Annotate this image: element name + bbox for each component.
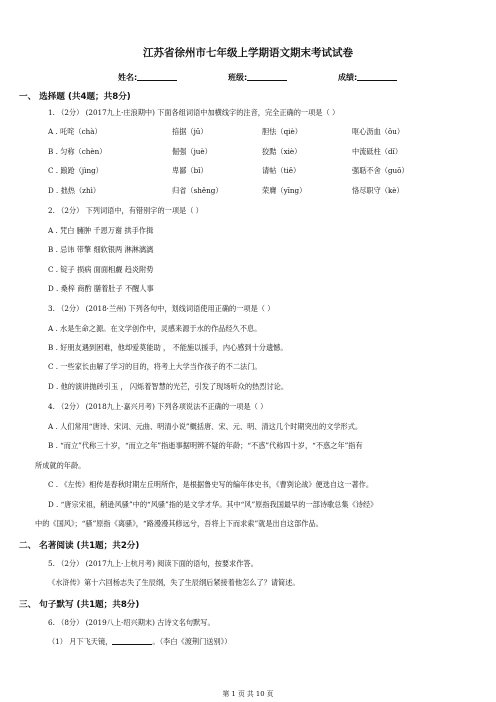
question-3-stem: 3. （2分） (2018·兰州) 下列各句中，划线词语使用正确的一项是（ ） [48,304,275,313]
question-4-option-b-cont: 所成就的年龄。 [35,461,86,470]
question-2-option-a[interactable]: A . 咒白 臃肿 千恩万谢 拱手作揖 [48,226,154,235]
section-dictation: 三、 句子默写 (共1题；共8分) [19,600,140,610]
question-6-item-1: （1） 月下飞天镜， 。（李白《渡荆门送别》） [48,637,232,646]
question-3-option-c[interactable]: C . 一些家长由解了学习的目的，将考上大学当作孩子的不二法门。 [48,362,262,371]
question-3-option-b[interactable]: B . 好朋友遇到困难，他却爱莫能助 ， 不能施以援手，内心感到十分遗憾。 [48,343,288,352]
name-blank[interactable] [137,72,177,81]
class-field: 班级: [228,72,287,83]
question-2-option-d[interactable]: D . 桑梓 商酌 膳着肚子 不醒人事 [48,284,154,293]
answer-blank[interactable] [112,637,152,645]
question-5-text: 《水浒传》第十六回杨志失了生辰纲，失了生辰纲后紧接着他怎么了？请简述。 [48,578,300,587]
page-footer: 第 1 页 共 10 页 [222,690,274,698]
question-2-stem: 2. （2分） 下列词语中，有错别字的一项是（ ） [48,206,203,215]
question-4-option-d[interactable]: D . “唐宗宋祖，稍逊风骚”中的“风骚”指的是文学才华。其中“风”原指我国最早的一部诗歌总集《诗经》 [48,500,378,509]
class-blank[interactable] [247,72,287,81]
question-2-option-b[interactable]: B . 忌讳 带擎 细软银两 淋淋漓漓 [48,245,154,254]
score-field: 成绩: [338,72,397,83]
page-title: 江苏省徐州市七年级上学期语文期末考试试卷 [143,47,353,59]
question-6-stem: 6. （8分） (2019八上·绍兴期末) 古诗文名句默写。 [48,618,215,627]
question-4-option-b[interactable]: B . “而立”代称三十岁，“而立之年”指逝事据明辨不疑的年龄；“不惑”代称四十岁，“不惑之年”指有 [48,441,363,450]
question-4-option-c[interactable]: C . 《左传》相传是春秋时期左丘明所作，是根据鲁史写的编年体史书，《曹刿论战》便选自这一著作。 [48,480,374,489]
section-choice: 一、 选择题 (共4题；共8分) [19,92,131,102]
name-field: 姓名: [118,72,177,83]
section-classics: 二、 名著阅读 (共1题；共2分) [19,541,140,551]
score-blank[interactable] [357,72,397,81]
question-1-stem: 1. （2分） (2017九上·庄浪期中) 下面各组词语中加横线字的注音，完全正确的一项是（ ） [48,108,340,117]
question-3-option-d[interactable]: D . 他的演讲抛砖引玉 ， 闪烁着智慧的光芒，引发了现场听众的热烈讨论。 [48,382,289,391]
question-2-option-c[interactable]: C . 锭子 损病 面面相觑 趋炎附势 [48,265,154,274]
exam-page: 江苏省徐州市七年级上学期语文期末考试试卷 姓名: 班级: 成绩: 一、 选择题 (共4题；共8分) 1. （2分） (2017九上·庄浪期中) 下面各组词语中加横线字的注音，完全正确的一项是（ ） A . 吒咤（chà） 掊据（jū） 胆怯（qiè） 呕心沥血（ǒu） B . 匀称（chèn） 倔强（juè） 狡黠（xiè） 中流砥柱（dǐ） C . 踉跄（jìng） 卑鄙（bǐ） 请帖（tiě） 强聒不舍（guō） D . 拙热（zhì） 归省（shěng） 荣膺（yīng） 恪尽职守（kè） 2. （2分） 下列词语中，有错别字的一项是（ ） A . 咒白 臃肿 千恩万谢 拱手作揖 B . 忌讳 带擎 细软银两 淋淋漓漓 C . 锭子 损病 面面相觑 趋炎附势 D . 桑梓 商酌 膳着肚子 不醒人事 3. （2分） (2018·兰州) 下列各句中，划线词语使用正确的一项是（ ） A . 水是生命之源。在文学创作中，灵感来源于水的作品经久不息。 B . 好朋友遇到困难，他却爱莫能助 ， 不能施以援手，内心感到十分遗憾。 C . 一些家长由解了学习的目的，将考上大学当作孩子的不二法门。 D . 他的演讲抛砖引玉 ， 闪烁着智慧的光芒，引发了现场听众的热烈讨论。 4. （2分） (2018九上·嘉兴月考) 下列各项说法不正确的一项是（ ） A . 人们常用“唐诗、宋词、元曲、明清小说”概括唐、宋、元、明、清这几个时期突出的文学形式。 B . “而立”代称三十岁，“而立之年”指逝事据明辨不疑的年龄；“不惑”代称四十岁，“不惑之年”指有 所成就的年龄。 C . 《左传》相传是春秋时期左丘明所作，是根据鲁史写的编年体史书，《曹刿论战》便选自这一著作。 D . “唐宗宋祖，稍逊风骚”中的“风骚”指的是文学才华。其中“风”原指我国最早的一部诗歌总集《诗经》 中的《国风》；“骚”原指《离骚》，“路漫漫其修远兮，吾将上下而求索”就是出自这部作品。 二、 名著阅读 (共1题；共2分) 5. （2分） (2017九上·上杭月考) 阅读下面的语句，按要求作答。 《水浒传》第十六回杨志失了生辰纲，失了生辰纲后紧接着他怎么了？请简述。 三、 句子默写 (共1题；共8分) 6. （8分） (2019八上·绍兴期末) 古诗文名句默写。 （1） 月下飞天镜， 。（李白《渡荆门送别》） 第 1 页 共 10 页 [0,0,496,702]
question-4-stem: 4. （2分） (2018九上·嘉兴月考) 下列各项说法不正确的一项是（ ） [48,402,268,411]
question-4-option-a[interactable]: A . 人们常用“唐诗、宋词、元曲、明清小说”概括唐、宋、元、明、清这几个时期突出的文学形式。 [48,422,363,431]
question-5-stem: 5. （2分） (2017九上·上杭月考) 阅读下面的语句，按要求作答。 [48,559,258,568]
question-4-option-d-cont: 中的《国风》；“骚”原指《离骚》，“路漫漫其修远兮，吾将上下而求索”就是出自这部作品。 [35,519,323,528]
question-3-option-a[interactable]: A . 水是生命之源。在文学创作中，灵感来源于水的作品经久不息。 [48,324,262,333]
